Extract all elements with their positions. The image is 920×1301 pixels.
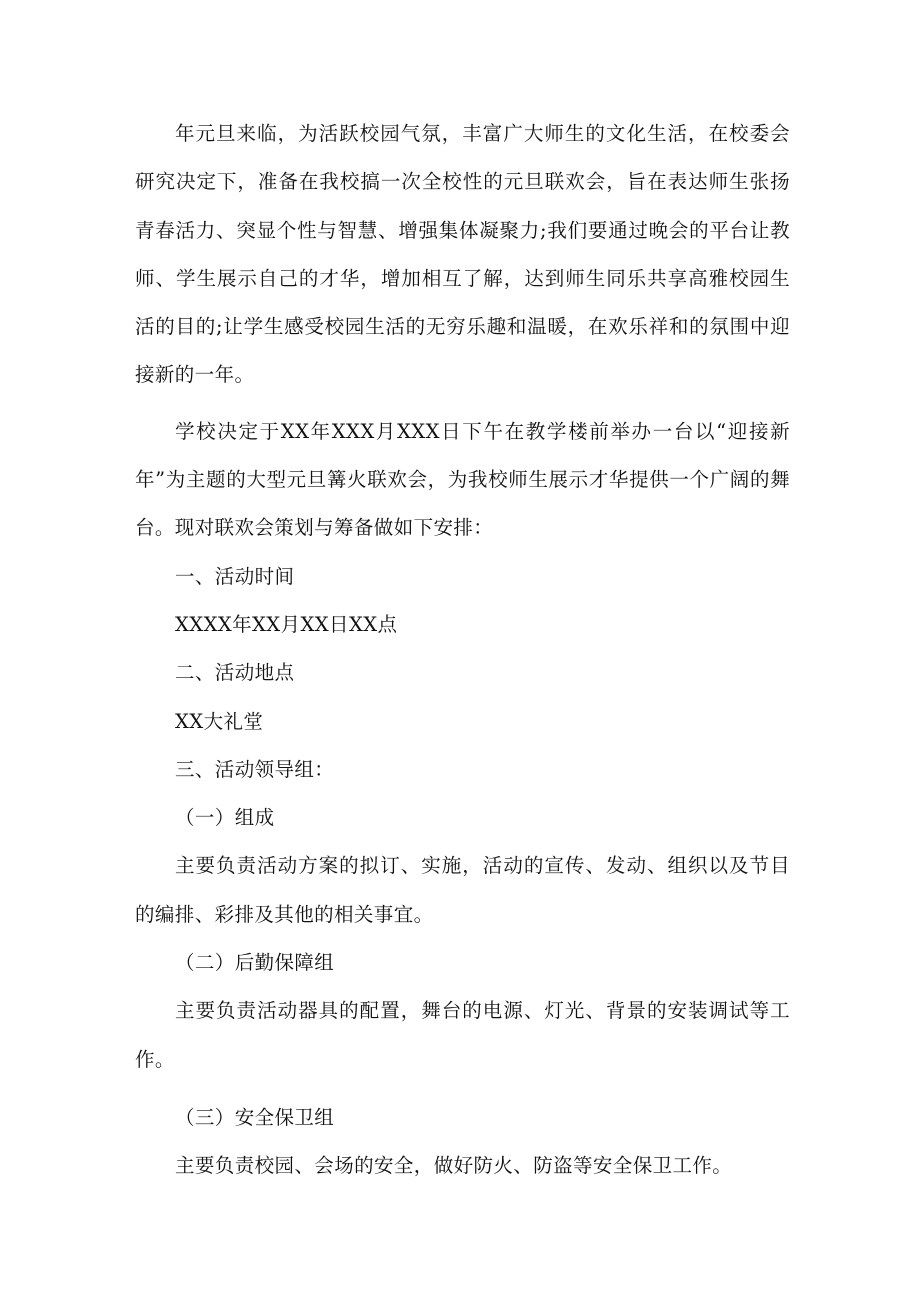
section-heading-leadership: 三、活动领导组： [175, 757, 335, 781]
activity-time: XXXX年XX月XX日XX点 [175, 612, 398, 636]
subsection-heading-logistics: （二）后勤保障组 [175, 951, 335, 975]
section-heading-location: 二、活动地点 [175, 661, 295, 685]
subsection-heading-security: （三）安全保卫组 [175, 1105, 335, 1129]
composition-description: 主要负责活动方案的拟订、实施，活动的宣传、发动、组织以及节目的编排、彩排及其他的相关事宜。 [135, 854, 790, 926]
section-heading-time: 一、活动时间 [175, 564, 295, 588]
activity-location: XX大礼堂 [175, 709, 264, 733]
intro-paragraph: 年元旦来临，为活跃校园气氛，丰富广大师生的文化生活，在校委会研究决定下，准备在我校搞一次全校性的元旦联欢会，旨在表达师生张扬青春活力、突显个性与智慧、增强集体凝聚力;我们要通过晚会的平台让教师、学生展示自己的才华，增加相互了解，达到师生同乐共享高雅校园生活的目的;让学生感受校园生活的无穷乐趣和温暖，在欢乐祥和的氛围中迎接新的一年。 [135, 122, 790, 387]
logistics-description: 主要负责活动器具的配置，舞台的电源、灯光、背景的安装调试等工作。 [135, 999, 790, 1071]
subsection-heading-composition: （一）组成 [175, 806, 275, 830]
document-body [135, 110, 790, 1191]
security-description: 主要负责校园、会场的安全，做好防火、防盗等安全保卫工作。 [175, 1154, 733, 1178]
arrangement-paragraph: 学校决定于XX年XXX月XXX日下午在教学楼前举办一台以“迎接新年”为主题的大型元旦篝火联欢会，为我校师生展示才华提供一个广阔的舞台。现对联欢会策划与筹备做如下安排： [135, 419, 790, 540]
